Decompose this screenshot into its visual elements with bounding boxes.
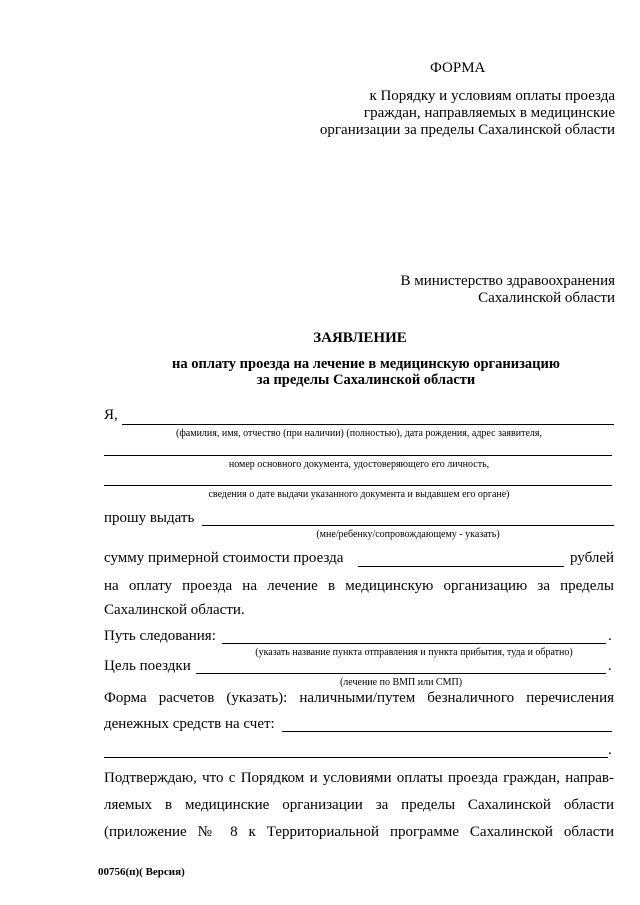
- form-header-line-2: граждан, направляемых в медицинские: [363, 105, 615, 121]
- document-input-line[interactable]: [104, 455, 612, 456]
- document-subtitle-line-2: за пределы Сахалинской области: [256, 372, 476, 388]
- trip-input-line[interactable]: [196, 673, 606, 674]
- sum-input-line[interactable]: [358, 566, 564, 567]
- addressee-line-2: Сахалинской области: [478, 290, 615, 306]
- request-caption: (мне/ребенку/сопровождающему - указать): [316, 529, 500, 540]
- document-caption: номер основного документа, удостоверяющего его личность,: [228, 459, 490, 470]
- route-period: .: [608, 628, 612, 644]
- request-input-line[interactable]: [202, 525, 614, 526]
- applicant-label: Я,: [104, 407, 118, 423]
- trip-label: Цель поездки: [104, 658, 191, 674]
- route-caption: (указать название пункта отправления и пункта прибытия, туда и обратно): [255, 647, 573, 658]
- issue-input-line[interactable]: [104, 485, 612, 486]
- sum-unit: рублей: [570, 550, 615, 566]
- account-input-line[interactable]: [282, 731, 612, 732]
- addressee-line-1: В министерство здравоохранения: [400, 273, 615, 289]
- issue-caption: сведения о дате выдачи указанного документа и выдавшем его органе): [208, 489, 510, 500]
- form-header-line-1: к Порядку и условиям оплаты проезда: [369, 88, 615, 104]
- form-header-line-3: организации за пределы Сахалинской области: [319, 122, 615, 138]
- account-period: .: [608, 742, 612, 758]
- trip-period: .: [608, 658, 612, 674]
- confirmation-line-3: (приложение № 8 к Территориальной программе Сахалинской области: [104, 824, 614, 840]
- account-label: денежных средств на счет:: [104, 716, 275, 732]
- payment-line: Форма расчетов (указать): наличными/путем безналичного перечисления: [104, 690, 614, 706]
- form-title: ФОРМА: [430, 60, 486, 76]
- route-label: Путь следования:: [104, 628, 216, 644]
- document-subtitle-line-1: на оплату проезда на лечение в медицинскую организацию: [172, 356, 560, 372]
- purpose-line-1: на оплату проезда на лечение в медицинскую организацию за пределы: [104, 578, 614, 594]
- confirmation-line-2: ляемых в медицинские организации за пределы Сахалинской области: [104, 797, 614, 813]
- document-title: ЗАЯВЛЕНИЕ: [313, 330, 407, 346]
- applicant-input-line[interactable]: [122, 424, 614, 425]
- account-input-line-2[interactable]: [104, 757, 608, 758]
- confirmation-line-1: Подтверждаю, что с Порядком и условиями оплаты проезда граждан, направ-: [104, 770, 614, 786]
- sum-label: сумму примерной стоимости проезда: [104, 550, 344, 566]
- request-label: прошу выдать: [104, 510, 195, 526]
- route-input-line[interactable]: [222, 643, 606, 644]
- trip-caption: (лечение по ВМП или СМП): [339, 677, 463, 688]
- purpose-line-2: Сахалинской области.: [104, 602, 245, 618]
- applicant-caption: (фамилия, имя, отчество (при наличии) (полностью), дата рождения, адрес заявителя,: [176, 428, 542, 439]
- footer-code: 00756(п)( Версия): [98, 866, 185, 878]
